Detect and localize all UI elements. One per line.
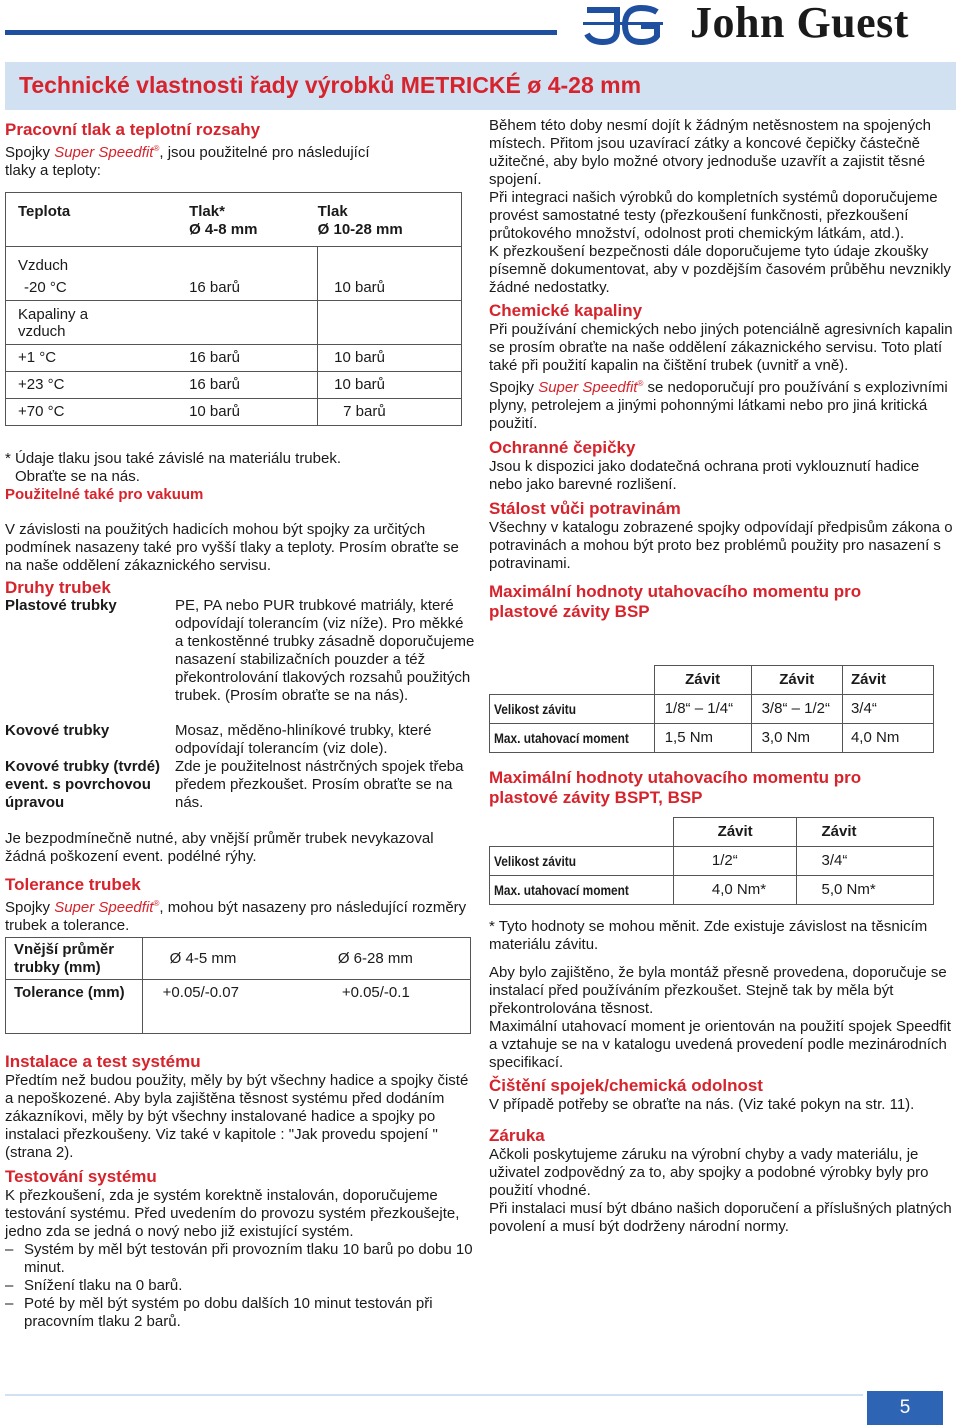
list-item [5,1295,475,1331]
paragraph: Během této doby nesmí dojít k žádným netěsnostem na spojených místech. Přitom jsou uzavírací zátky a koncové čepičky částečně užitečné, aby bylo možné otvory jednoduše uzavřít a zajistit těsné spojení. [489,117,931,188]
col-header-pressure-small [187,193,318,247]
page-title: Technické vlastnosti řady výrobků METRICKÉ ø 4-28 mm [19,72,642,98]
tolerance-section [5,875,475,935]
header-line: Ø 10-28 mm [317,221,403,238]
paragraph [489,375,953,433]
row-label [490,695,655,724]
paragraph: V případě potřeby se obraťte na nás. (Viz také pokyn na str. 11). [489,1096,915,1113]
footnote: Obraťte se na nás. [15,468,140,485]
right-column [489,117,953,622]
bsp-torque-table [489,665,934,753]
list-item-text: Systém by měl být testován při provozním tlaku 10 barů po dobu 10 minut. [24,1241,473,1276]
paragraph: K přezkoušení bezpečnosti dále doporučujeme tyto údaje zkoušky písemně dokumentovat, aby v pozdějším časovém průběhu nevznikly žádné nedostatky. [489,243,951,296]
john-guest-logo-icon [583,4,663,46]
tolerance-value: +0.05/-0.1 [302,980,471,1034]
value-cell: 1,5 Nm [654,724,751,753]
value-cell: 3/4“ [797,847,934,876]
row-label-text: Max. utahovací moment [494,881,629,898]
page-number: 5 [867,1391,943,1425]
tolerance-value: Ø 6-28 mm [302,938,471,980]
temp-cell: +70 °C [6,399,188,426]
intro-text: , mohou být nasazeny pro následující rozměry trubek a tolerance. [5,899,467,934]
heading-line: Maximální hodnoty utahovacího momentu pro [489,582,862,601]
col-header: Závit [797,818,934,847]
temp-cell: +23 °C [6,372,188,399]
tube-type-label: Kovové trubky (tvrdé) event. s povrchovou úpravou [5,758,161,811]
col-header: Závit [751,666,842,695]
col-header-temperature: Teplota [6,193,188,247]
brand-name: Super Speedfit [54,899,154,916]
intro-text: Spojky [5,899,55,916]
paragraph: Jsou k dispozici jako dodatečná ochrana proti vyklouznutí hadice nebo jako barevné rozlišení. [489,458,920,493]
pressure-cell: 16 barů [187,345,318,372]
row-label [490,847,674,876]
value-cell: 3/4“ [842,695,933,724]
paragraph: Ačkoli poskytujeme záruku na výrobní chyby a vady materiálu, je uživatel zodpovědný za to, aby spojky a podobné výrobky byly pro použití vhodné. [489,1146,929,1199]
chemical-heading: Chemické kapaliny [489,301,643,320]
pressure-cell: 16 barů [187,277,318,301]
value-cell: 3,0 Nm [751,724,842,753]
temp-cell: -20 °C [6,277,188,301]
pressure-cell: 10 barů [318,372,462,399]
pressure-intro [5,140,475,180]
bsp-heading [489,582,953,622]
pressure-cell: 16 barů [187,372,318,399]
label-line: vzduch [18,322,66,340]
tube-type-text: Mosaz, měděno-hliníkové trubky, které odpovídají tolerancím (viz dole). [175,722,432,757]
brand-name: Super Speedfit [538,379,638,396]
list-item-text: Snížení tlaku na 0 barů. [24,1277,183,1294]
installation-heading: Instalace a test systému [5,1052,201,1071]
col-header: Závit [654,666,751,695]
header-rule [5,30,557,35]
tube-types-section [5,578,475,598]
text: Spojky [489,379,539,396]
value-cell: 1/8“ – 1/4“ [654,695,751,724]
paragraph: Maximální utahovací moment je orientován na použití spojek Speedfit a vztahuje se na v katalogu uvedená provedení podle mezinárodních specifikací. [489,1018,951,1071]
paragraph: Všechny v katalogu zobrazené spojky odpovídají předpisům zákona o potravinách a mohou být proto bez problémů použity pro nasazení s potravinami. [489,519,953,572]
empty-cell [187,301,318,345]
value-cell: 4,0 Nm* [673,876,797,905]
tolerance-label: Tolerance (mm) [6,980,143,1034]
footer-rule [5,1394,863,1396]
tube-type-text: PE, PA nebo PUR trubkové matriály, které odpovídají tolerancím (viz níže). Pro měkké a tenkostěnné trubky zásadně doporučujeme nasazení stabilizačních pouzder a též překontrolování tlakových rozsahů použitých trubek. (Prosím obraťte se na nás). [175,597,475,704]
value-cell: 4,0 Nm [842,724,933,753]
vacuum-heading: Použitelné také pro vakuum [5,486,204,503]
row-label-text: Velikost závitu [494,852,577,869]
tube-type-label: Plastové trubky [5,597,117,614]
dash-bullet: – [5,1241,14,1258]
value-cell: 1/2“ [673,847,797,876]
tolerance-intro [5,895,475,935]
pressure-notes [5,450,475,575]
col-header-pressure-large [318,193,462,247]
heading-line: Maximální hodnoty utahovacího momentu pro [489,768,862,787]
registered-mark: ® [153,899,160,908]
tolerance-value: +0.05/-0.07 [142,980,302,1034]
row-label [490,724,655,753]
header-line: Ø 4-8 mm [189,221,258,238]
tolerance-value: Ø 4-5 mm [142,938,302,980]
installation-text: Předtím než budou použity, měly by být všechny hadice a spojky čisté a nepoškozené. Aby byla zajištěna těsnost systému před dodáním zákazníkovi, měly by být všechny instalované hadice a spojky po instalaci přezkoušeny. Viz také v kapitole : "Jak provedu spojení " (strana 2). [5,1072,469,1161]
paragraph: Aby bylo zajištěno, že byla montáž přesně provedena, doporučuje se instalací před používáním přezkoušet. Stejně tak by měla být překontrolována těsnost. [489,964,947,1017]
right-column-lower [489,918,953,1236]
pressure-section [5,120,475,180]
footnote: * Údaje tlaku jsou také závislé na materiálu trubek. [5,450,342,467]
bspt-heading-block [489,768,953,808]
header-line: Tlak [317,203,348,220]
tube-types-heading: Druhy trubek [5,578,111,597]
dash-bullet: – [5,1277,14,1294]
pressure-cell: 10 barů [318,277,462,301]
paragraph: Při instalaci musí být dbáno našich doporučení a příslušných platných povolení a musí být dodrženy národní normy. [489,1200,952,1235]
testing-text: K přezkoušení, zda je systém korektně instalován, doporučujeme testování systému. Před uvedením do provozu systém přezkoušejte, jedno zda se jedná o nový nebo již existující systém. [5,1187,460,1240]
intro-text: Spojky [5,144,55,161]
row-label [490,876,674,905]
potable-heading: Stálost vůči potravinám [489,499,681,518]
testing-section [5,1167,475,1331]
brand-name: Super Speedfit [54,144,154,161]
temp-cell: +1 °C [6,345,188,372]
group-label-air: Vzduch [6,247,188,277]
pressure-cell: 10 barů [187,399,318,426]
registered-mark: ® [637,379,644,388]
empty-cell [318,301,462,345]
tube-note: Je bezpodmínečně nutné, aby vnější průměr trubek nevykazoval žádná poškození event. podélné rýhy. [5,830,434,865]
registered-mark: ® [153,144,160,153]
logo-wordmark: John Guest [690,0,909,47]
list-item [5,1277,475,1295]
paragraph: Při používání chemických nebo jiných potenciálně agresivních kapalin se prosím obraťte na naše oddělení zákaznického servisu. Toto platí také při použití kapalin na čištění trubek (uvnitř a vně). [489,321,953,374]
footnote: * Tyto hodnoty se mohou měnit. Zde existuje závislost na těsnicím materiálu závitu. [489,918,928,953]
value-cell: 5,0 Nm* [797,876,934,905]
pressure-temperature-table [5,192,462,426]
header-line: Tlak* [189,203,225,220]
row-label-text: Velikost závitu [494,700,577,717]
heading-line: plastové závity BSP [489,602,650,621]
label-line: Kapaliny a [18,305,89,323]
pressure-heading: Pracovní tlak a teplotní rozsahy [5,120,261,139]
tolerance-heading: Tolerance trubek [5,875,141,894]
dash-bullet: – [5,1295,14,1312]
testing-heading: Testování systému [5,1167,157,1186]
col-header: Závit [673,818,797,847]
empty-cell [490,818,674,847]
tolerance-table [5,937,471,1034]
cleaning-heading: Čištění spojek/chemická odolnost [489,1076,763,1095]
caps-heading: Ochranné čepičky [489,438,636,457]
pressure-cell: 7 barů [318,399,462,426]
empty-cell [318,247,462,277]
empty-cell [187,247,318,277]
bspt-heading [489,768,953,808]
list-item [5,1241,475,1277]
bspt-torque-table [489,817,934,905]
heading-line: plastové závity BSPT, BSP [489,788,703,807]
paragraph: Při integraci našich výrobků do kompletních systémů doporučujeme provést samostatné testy (přezkoušení funkčnosti, přezkoušení průtokového množství, odolnost proti chemickým látkám, atd.). [489,189,938,242]
tube-type-text: Zde je použitelnost nástrčných spojek třeba předem přezkoušet. Prosím obraťte se na nás. [175,758,464,811]
empty-cell [490,666,655,695]
tube-type-label: Kovové trubky [5,722,110,739]
row-label-text: Max. utahovací moment [494,729,629,746]
group-label-liquids [6,301,188,345]
vacuum-text: V závislosti na použitých hadicích mohou být spojky za určitých podmínek nasazeny také pro vyšší tlaky a teploty. Prosím obraťte se na naše oddělení zákaznického servisu. [5,521,459,574]
intro-text: , jsou použitelné pro následující [159,144,370,161]
pressure-cell: 10 barů [318,345,462,372]
col-header: Závit [842,666,933,695]
warranty-heading: Záruka [489,1126,545,1145]
list-item-text: Poté by měl být systém po dobu dalších 10 minut testován při pracovním tlaku 2 barů. [24,1295,433,1330]
tolerance-label: Vnější průměr trubky (mm) [6,938,143,980]
installation-section [5,1052,475,1162]
value-cell: 3/8“ – 1/2“ [751,695,842,724]
text: se nedoporučují pro používání s explozivními plyny, petrolejem a jinými pohonnými látkami nebo pro jiná kritická použití. [489,379,948,432]
intro-text: tlaky a teploty: [5,162,101,179]
